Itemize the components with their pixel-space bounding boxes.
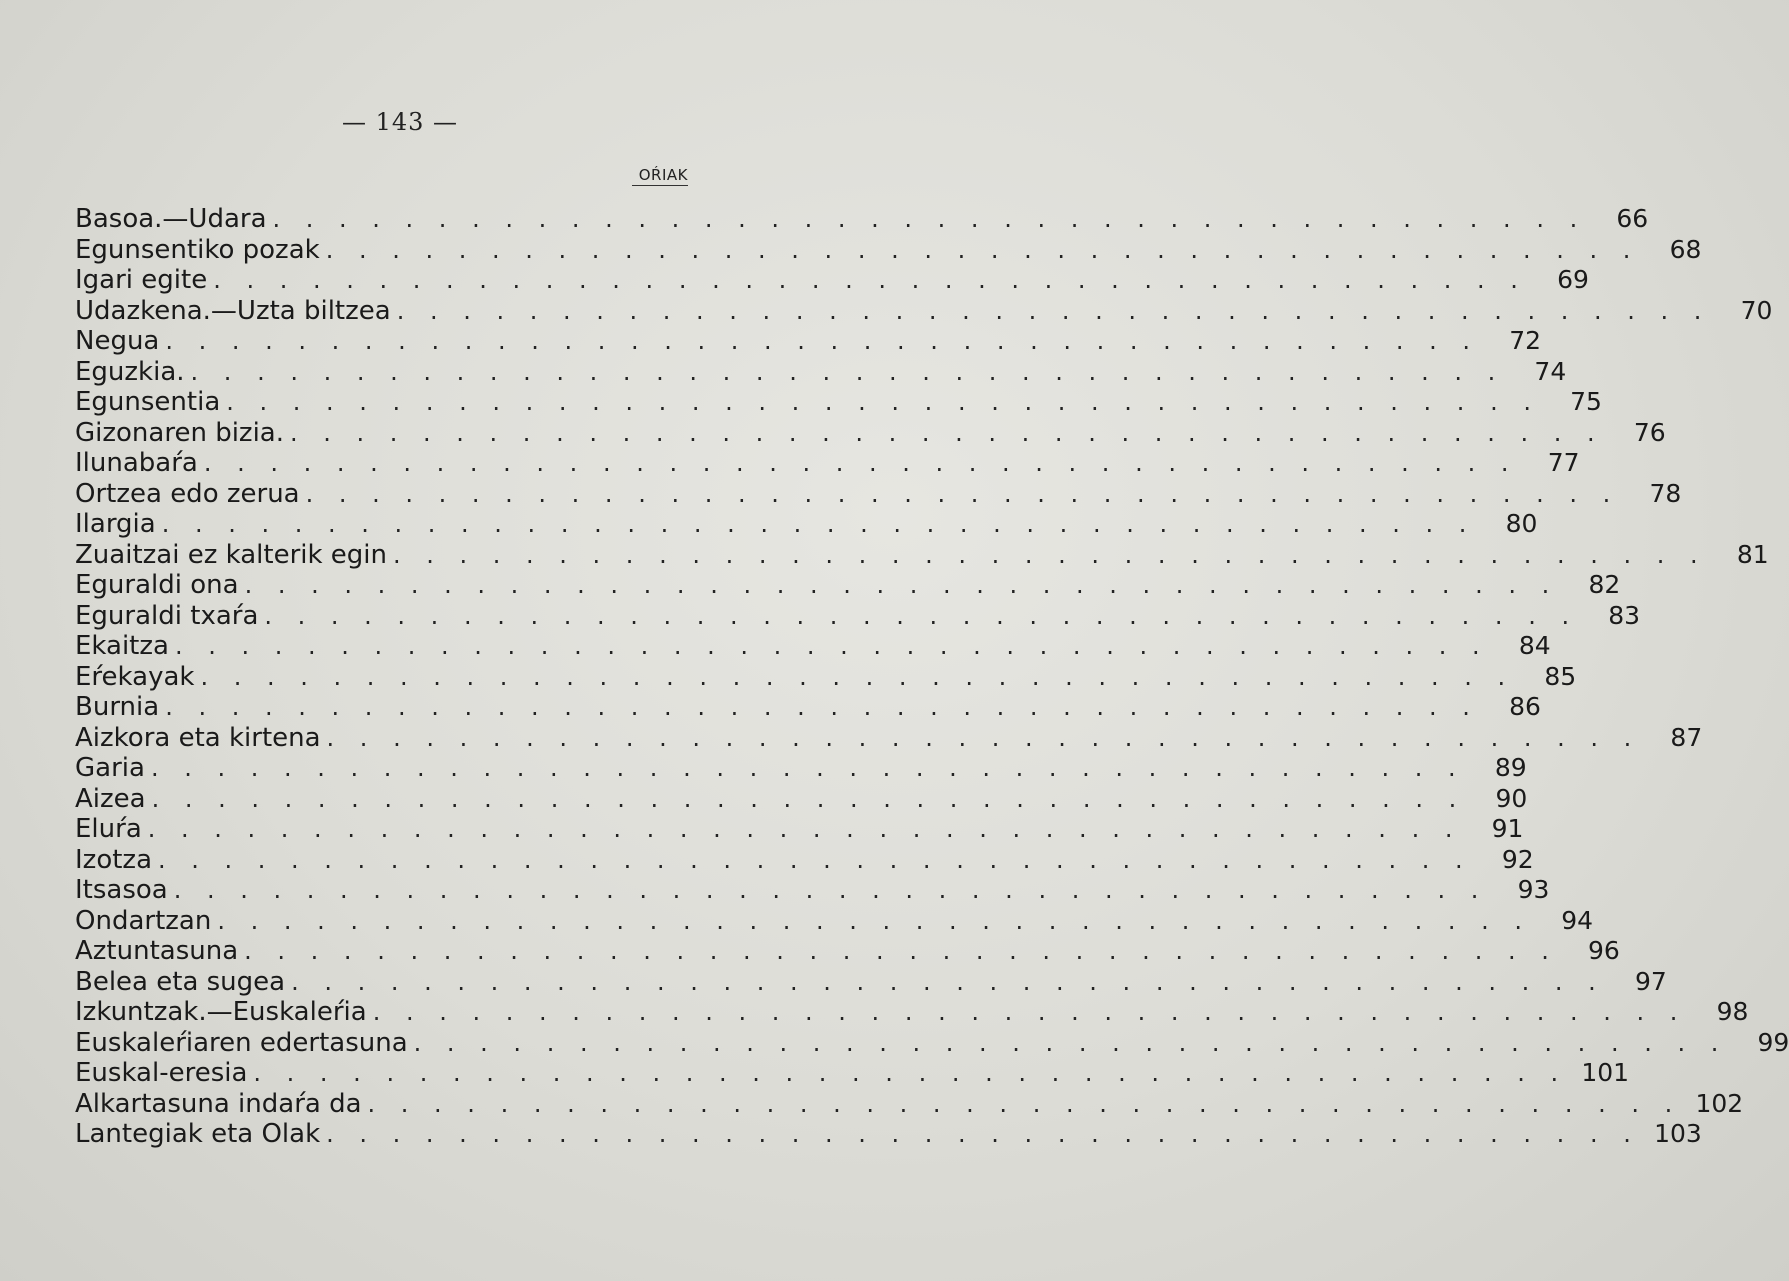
dot-leader: . . . . . . . . . . . . . . . . . . . . . . . . . . . . . . . . . . . . . . . .: [244, 937, 1558, 965]
toc-entry: [75, 631, 1551, 662]
entry-title: Eŕekayak: [75, 661, 195, 692]
entry-title: Burnia: [75, 692, 160, 722]
toc-entry: [75, 844, 1534, 876]
entry-page-number: 102: [1695, 1088, 1744, 1118]
entry-page-number: 81: [1736, 539, 1769, 569]
entry-title: Egunsentiko pozak: [75, 234, 320, 265]
dot-leader: . . . . . . . . . . . . . . . . . . . . . . . . . . . . . . . . . . . . . . . .: [190, 357, 1505, 386]
entry-title: Belea eta sugea: [75, 966, 286, 997]
toc-entry: [75, 1088, 1744, 1120]
dot-leader: . . . . . . . . . . . . . . . . . . . . . . . . . . . . . . . . . . . . . . . .: [326, 1120, 1640, 1148]
dot-leader: . . . . . . . . . . . . . . . . . . . . . . . . . . . . . . . . . . . . . . . .: [290, 418, 1604, 447]
entry-page-number: 70: [1740, 295, 1773, 325]
table-of-contents: [75, 204, 1789, 1150]
entry-page-number: 76: [1633, 417, 1666, 447]
dot-leader: . . . . . . . . . . . . . . . . . . . . . . . . . . . . . . . . . . . . . . . .: [147, 815, 1462, 843]
toc-entry: [75, 234, 1702, 266]
toc-entry: [75, 1058, 1630, 1089]
entry-page-number: 90: [1495, 783, 1528, 813]
entry-title: Ilunabaŕa: [75, 448, 198, 478]
entry-title: Egunsentia: [75, 387, 221, 417]
entry-page-number: 80: [1505, 509, 1538, 538]
toc-entry: [75, 966, 1667, 998]
page-number: — 143 —: [341, 108, 459, 136]
entry-title: Euskal-eresia: [75, 1058, 248, 1088]
entry-title: Ekaitza: [75, 631, 169, 661]
toc-entry: [75, 661, 1577, 693]
entry-title: Zuaitzai ez kalterik egin: [75, 539, 387, 570]
entry-title: Alkartasuna indaŕa da: [75, 1088, 362, 1119]
dot-leader: . . . . . . . . . . . . . . . . . . . . . . . . . . . . . . . . . . . . . . . .: [226, 388, 1540, 416]
dot-leader: . . . . . . . . . . . . . . . . . . . . . . . . . . . . . . . . . . . . . . . .: [203, 449, 1518, 477]
entry-page-number: 92: [1501, 844, 1534, 874]
toc-entry: [75, 356, 1567, 388]
entry-page-number: 103: [1654, 1119, 1702, 1148]
toc-entry: [75, 509, 1538, 540]
entry-page-number: 85: [1544, 661, 1577, 691]
toc-entry: [75, 326, 1542, 357]
dot-leader: . . . . . . . . . . . . . . . . . . . . . . . . . . . . . . . . . . . . . . . .: [396, 296, 1711, 325]
toc-entry: [75, 1027, 1789, 1059]
entry-page-number: 77: [1547, 448, 1580, 477]
toc-entry: [75, 814, 1524, 845]
toc-entry: [75, 692, 1541, 723]
entry-title: Igari egite: [75, 265, 208, 295]
entry-page-number: 78: [1649, 478, 1682, 508]
dot-leader: . . . . . . . . . . . . . . . . . . . . . . . . . . . . . . . . . . . . . . . .: [393, 540, 1707, 569]
entry-title: Ilargia: [75, 509, 156, 539]
entry-title: Gizonaren bizia.: [75, 417, 284, 448]
entry-page-number: 86: [1509, 692, 1541, 721]
dot-leader: . . . . . . . . . . . . . . . . . . . . . . . . . . . . . . . . . . . . . . . .: [200, 662, 1515, 691]
entry-page-number: 84: [1518, 631, 1551, 660]
entry-page-number: 98: [1716, 997, 1749, 1026]
entry-title: Basoa.—Udara: [75, 204, 267, 234]
entry-page-number: 82: [1588, 570, 1621, 599]
entry-title: Itsasoa: [75, 875, 168, 905]
entry-title: Izotza: [75, 844, 152, 875]
toc-entry: [75, 783, 1528, 815]
toc-entry: [75, 295, 1773, 327]
toc-entry: [75, 753, 1527, 784]
dot-leader: . . . . . . . . . . . . . . . . . . . . . . . . . . . . . . . . . . . . . . . .: [326, 723, 1641, 752]
dot-leader: . . . . . . . . . . . . . . . . . . . . . . . . . . . . . . . . . . . . . . . .: [174, 632, 1489, 660]
toc-entry: [75, 387, 1602, 418]
toc-entry: [75, 478, 1682, 510]
entry-title: Aztuntasuna: [75, 936, 239, 966]
entry-title: Eguraldi ona: [75, 570, 239, 600]
toc-entry: [75, 936, 1620, 967]
toc-entry: [75, 875, 1550, 906]
toc-entry: [75, 204, 1649, 235]
entry-page-number: 99: [1757, 1027, 1789, 1057]
toc-entry: [75, 905, 1594, 937]
entry-page-number: 68: [1669, 234, 1702, 264]
entry-page-number: 87: [1670, 722, 1703, 752]
entry-title: Ondartzan: [75, 905, 212, 936]
entry-page-number: 89: [1494, 753, 1527, 782]
dot-leader: . . . . . . . . . . . . . . . . . . . . . . . . . . . . . . . . . . . . . . . .: [264, 601, 1579, 630]
toc-entry: [75, 1119, 1702, 1150]
entry-page-number: 72: [1509, 326, 1542, 355]
entry-page-number: 75: [1570, 387, 1602, 416]
toc-entry: [75, 570, 1621, 601]
entry-page-number: 93: [1517, 875, 1550, 904]
entry-title: Eguzkia.: [75, 356, 185, 387]
column-header: OŔIAK: [632, 166, 688, 186]
entry-title: Negua: [75, 326, 160, 356]
dot-leader: . . . . . . . . . . . . . . . . . . . . . . . . . . . . . . . . . . . . . . . .: [367, 1089, 1682, 1118]
toc-entry: [75, 722, 1703, 754]
dot-leader: . . . . . . . . . . . . . . . . . . . . . . . . . . . . . . . . . . . . . . . .: [291, 967, 1605, 996]
entry-title: Udazkena.—Uzta biltzea: [75, 295, 391, 326]
dot-leader: . . . . . . . . . . . . . . . . . . . . . . . . . . . . . . . . . . . . . . . .: [305, 479, 1620, 508]
entry-title: Eluŕa: [75, 814, 142, 844]
entry-page-number: 83: [1608, 600, 1641, 630]
dot-leader: . . . . . . . . . . . . . . . . . . . . . . . . . . . . . . . . . . . . . . . .: [272, 205, 1587, 233]
entry-page-number: 66: [1616, 204, 1649, 233]
entry-title: Garia: [75, 753, 145, 783]
toc-entry: [75, 600, 1641, 632]
entry-page-number: 97: [1634, 966, 1667, 996]
entry-page-number: 94: [1561, 905, 1594, 935]
dot-leader: . . . . . . . . . . . . . . . . . . . . . . . . . . . . . . . . . . . . . . . .: [173, 876, 1488, 904]
toc-entry: [75, 539, 1769, 571]
dot-leader: . . . . . . . . . . . . . . . . . . . . . . . . . . . . . . . . . . . . . . . .: [253, 1059, 1568, 1087]
entry-title: Lantegiak eta Olak: [75, 1119, 321, 1149]
dot-leader: . . . . . . . . . . . . . . . . . . . . . . . . . . . . . . . . . . . . . . . .: [413, 1028, 1728, 1057]
dot-leader: . . . . . . . . . . . . . . . . . . . . . . . . . . . . . . . . . . . . . . . .: [244, 571, 1559, 599]
toc-entry: [75, 417, 1666, 449]
dot-leader: . . . . . . . . . . . . . . . . . . . . . . . . . . . . . . . . . . . . . . . .: [325, 235, 1640, 264]
toc-entry: [75, 448, 1580, 479]
entry-page-number: 91: [1491, 814, 1524, 843]
toc-entry: [75, 265, 1589, 296]
entry-title: Euskaleŕiaren edertasuna: [75, 1027, 408, 1058]
dot-leader: . . . . . . . . . . . . . . . . . . . . . . . . . . . . . . . . . . . . . . . .: [217, 906, 1532, 935]
entry-page-number: 69: [1557, 265, 1589, 294]
entry-title: Aizea: [75, 783, 146, 814]
dot-leader: . . . . . . . . . . . . . . . . . . . . . . . . . . . . . . . . . . . . . . . .: [213, 266, 1527, 294]
dot-leader: . . . . . . . . . . . . . . . . . . . . . . . . . . . . . . . . . . . . . . . .: [151, 784, 1466, 813]
entry-title: Eguraldi txaŕa: [75, 600, 259, 631]
dot-leader: . . . . . . . . . . . . . . . . . . . . . . . . . . . . . . . . . . . . . . . .: [165, 327, 1480, 355]
dot-leader: . . . . . . . . . . . . . . . . . . . . . . . . . . . . . . . . . . . . . . . .: [150, 754, 1465, 782]
toc-entry: [75, 997, 1749, 1028]
entry-page-number: 96: [1588, 936, 1620, 965]
entry-title: Izkuntzak.—Euskaleŕia: [75, 997, 367, 1027]
dot-leader: . . . . . . . . . . . . . . . . . . . . . . . . . . . . . . . . . . . . . . . .: [165, 693, 1479, 721]
entry-page-number: 74: [1534, 356, 1567, 386]
entry-title: Ortzea edo zerua: [75, 478, 300, 509]
dot-leader: . . . . . . . . . . . . . . . . . . . . . . . . . . . . . . . . . . . . . . . .: [161, 510, 1476, 538]
dot-leader: . . . . . . . . . . . . . . . . . . . . . . . . . . . . . . . . . . . . . . . .: [158, 845, 1472, 874]
entry-title: Aizkora eta kirtena: [75, 722, 321, 753]
dot-leader: . . . . . . . . . . . . . . . . . . . . . . . . . . . . . . . . . . . . . . . .: [372, 998, 1687, 1026]
entry-page-number: 101: [1581, 1058, 1630, 1087]
